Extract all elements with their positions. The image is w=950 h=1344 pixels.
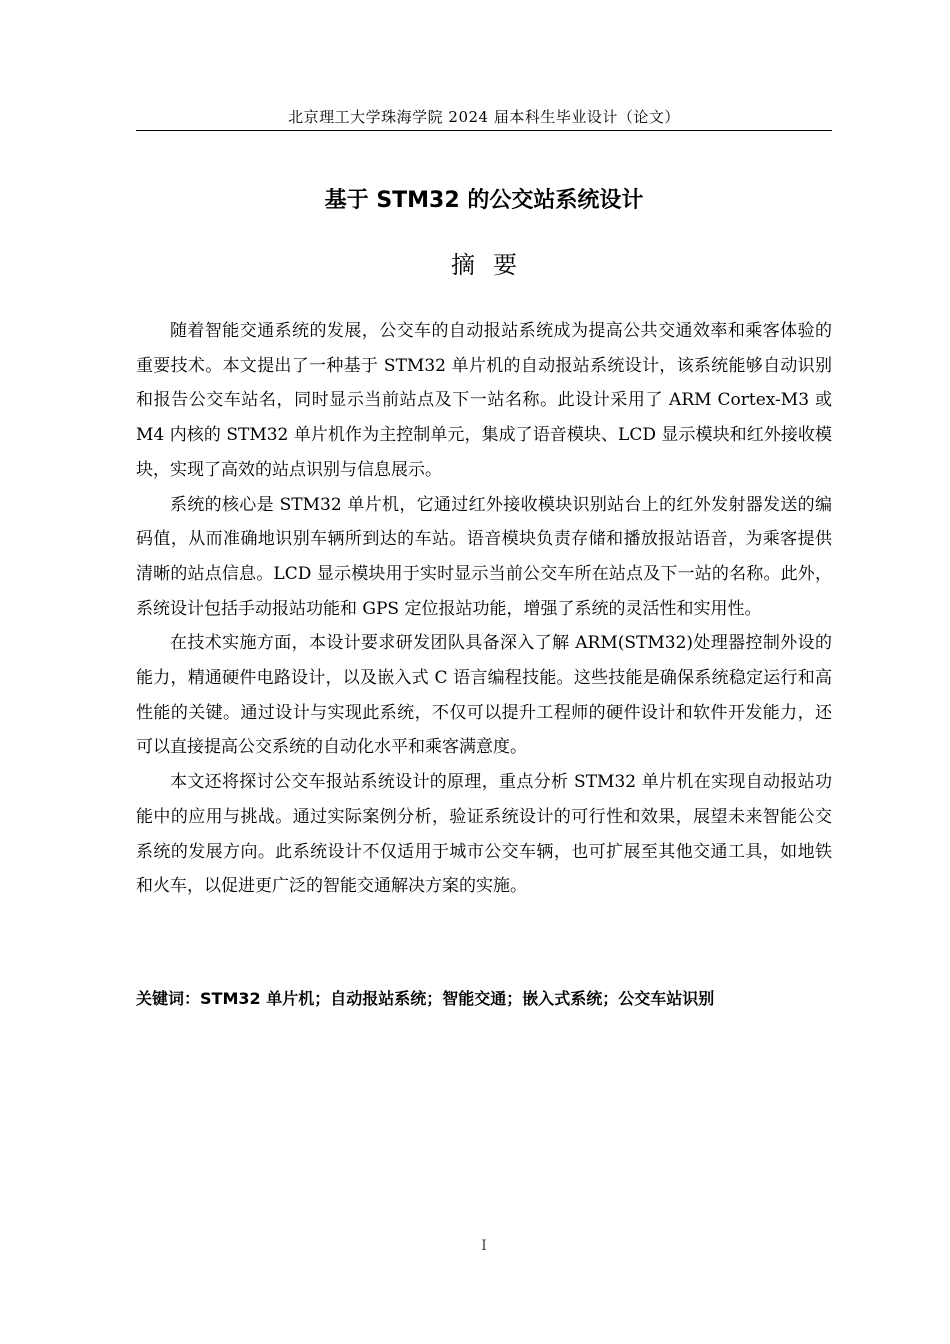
page-number: I [481,1238,487,1254]
abstract-body [136,314,832,904]
abstract-paragraph: 本文还将探讨公交车报站系统设计的原理，重点分析 STM32 单片机在实现自动报站功能中的应用与挑战。通过实际案例分析，验证系统设计的可行性和效果，展望未来智能公交系统的发展方向。此系统设计不仅适用于城市公交车辆，也可扩展至其他交通工具，如地铁和火车，以促进更广泛的智能交通解决方案的实施。 [136,772,832,897]
abstract-heading: 摘要 [451,251,535,279]
header-rule [136,130,832,131]
running-header: 北京理工大学珠海学院 2024 届本科生毕业设计（论文） [288,108,680,126]
document-title: 基于 STM32 的公交站系统设计 [324,188,644,213]
abstract-paragraph: 系统的核心是 STM32 单片机，它通过红外接收模块识别站台上的红外发射器发送的编码值，从而准确地识别车辆所到达的车站。语音模块负责存储和播放报站语音，为乘客提供清晰的站点信息。LCD 显示模块用于实时显示当前公交车所在站点及下一站的名称。此外，系统设计包括手动报站功能和 GPS 定位报站功能，增强了系统的灵活性和实用性。 [136,494,832,619]
abstract-paragraph: 随着智能交通系统的发展，公交车的自动报站系统成为提高公共交通效率和乘客体验的重要技术。本文提出了一种基于 STM32 单片机的自动报站系统设计，该系统能够自动识别和报告公交车站名，同时显示当前站点及下一站名称。此设计采用了 ARM Cortex-M3 或 M4 内核的 STM32 单片机作为主控制单元，集成了语音模块、LCD 显示模块和红外接收模块，实现了高效的站点识别与信息展示。 [136,321,832,480]
abstract-paragraph: 在技术实施方面，本设计要求研发团队具备深入了解 ARM(STM32)处理器控制外设的能力，精通硬件电路设计，以及嵌入式 C 语言编程技能。这些技能是确保系统稳定运行和高性能的关键。通过设计与实现此系统，不仅可以提升工程师的硬件设计和软件开发能力，还可以直接提高公交系统的自动化水平和乘客满意度。 [136,633,832,758]
keywords-line: 关键词：STM32 单片机；自动报站系统；智能交通；嵌入式系统；公交车站识别 [136,989,715,1008]
